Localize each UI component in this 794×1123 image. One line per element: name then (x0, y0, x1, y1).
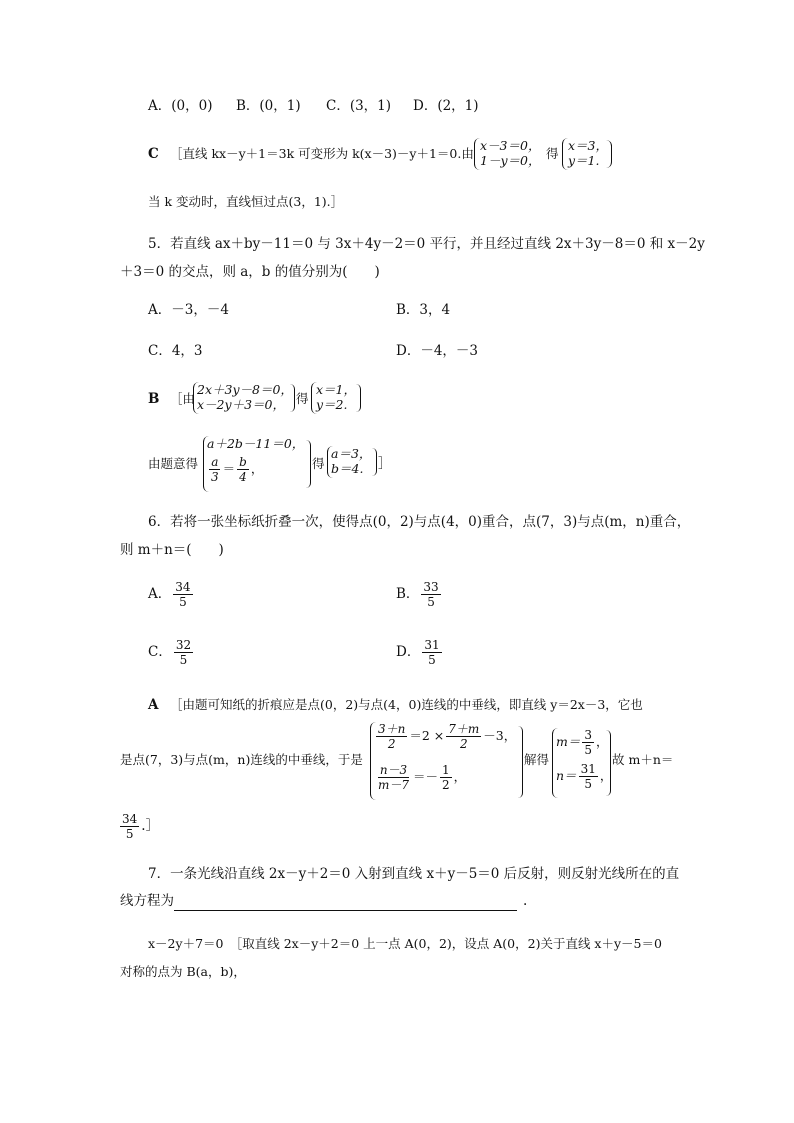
q5-sys4-close (372, 448, 377, 476)
q6-answer-letter: A (148, 697, 159, 713)
q6-e1-frac1-num: 3＋n (378, 722, 406, 736)
q5-eq2 (207, 455, 263, 484)
q6-m-comma: ， (596, 734, 609, 749)
q6-sys1-close (518, 726, 523, 798)
q4-option-a: A．(0，0) (148, 98, 213, 114)
q4-solution-line2: 当 k 变动时，直线恒过点(3，1).］ (148, 194, 344, 209)
q7-period: . (523, 893, 528, 909)
q6-n-num: 31 (580, 762, 596, 776)
q5-eq2-frac1-den: 3 (211, 470, 219, 484)
q6-option-d-num: 31 (424, 638, 440, 652)
q6-jiede: 解得 (524, 752, 550, 767)
q7-answer-line1: x－2y＋7＝0 ［取直线 2x－y＋2＝0 上一点 A(0，2)，设点 A(0，2)关于直线 x＋y－5＝0 (148, 936, 662, 951)
q6-sys1-eq2 (374, 763, 466, 792)
q6-e2-frac1-num: n－3 (379, 763, 408, 777)
q7-stem-line1: 7．一条光线沿直线 2x－y＋2＝0 入射到直线 x＋y－5＝0 后反射，则反射光线所在的直 (148, 866, 680, 882)
q4-option-c: C．(3，1) (326, 98, 392, 114)
q6-option-c-label: C． (148, 644, 172, 660)
q6-option-d-label: D． (396, 644, 421, 660)
q5-eq1: a＋2b－11＝0， (207, 436, 305, 451)
q6-option-b-num: 33 (423, 580, 439, 594)
q6-e2-frac2 (440, 763, 452, 792)
q5-option-d: D．－4，－3 (396, 343, 479, 359)
q4-close-brace (606, 140, 612, 168)
q6-e1-frac2-den: 2 (459, 737, 468, 751)
q5-sys2-eq1: x＝1， (316, 382, 357, 397)
q5-option-a: A．－3，－4 (148, 302, 229, 318)
q7-stem-line2 (120, 891, 527, 911)
q6-stem-line2: 则 m＋n＝( ) (120, 542, 224, 558)
q7-answer-line2: 对称的点为 B(a，b)， (120, 964, 246, 979)
q6-option-d-frac (422, 638, 441, 667)
q6-final-close: .］ (141, 818, 160, 834)
q5-eq2-frac1-num: a (211, 455, 219, 469)
q5-de: 得 (296, 391, 309, 406)
q6-option-b-label: B． (396, 586, 420, 602)
q6-sys2-m (556, 728, 609, 757)
q6-gu: 故 m＋n＝ (612, 752, 674, 767)
q6-final-frac (120, 812, 139, 841)
q6-e2-frac2-den: 2 (442, 778, 450, 792)
q6-n-comma: ， (599, 768, 613, 783)
q6-n-frac (579, 762, 598, 791)
q6-e2-mid: ＝－ (413, 769, 439, 784)
q4-option-d: D．(2，1) (413, 98, 479, 114)
q5-sys1 (197, 382, 293, 412)
q5-eq2-eq: ＝ (222, 461, 236, 476)
q6-e2-frac1 (376, 763, 411, 792)
q6-option-d-den: 5 (428, 653, 436, 667)
q6-e1-frac2 (446, 722, 481, 751)
q4-sys1-eq2: 1－y＝0， (480, 153, 541, 168)
q6-e1-end: －3， (483, 728, 517, 743)
q6-option-a-den: 5 (179, 595, 187, 609)
q6-stem-line1: 6．若将一张坐标纸折叠一次，使得点(0，2)与点(4，0)重合，点(7，3)与点(m，n)重合， (148, 514, 691, 530)
q6-m-eq: m＝ (556, 734, 581, 749)
q6-solution-line1: ［由题可知纸的折痕应是点(0，2)与点(4，0)连线的中垂线，即直线 y＝2x－3，它也 (170, 697, 643, 712)
q6-e1-frac2-num: 7＋m (448, 722, 480, 736)
q5-sys1-eq1: 2x＋3y－8＝0， (197, 382, 293, 397)
q5-answer-letter: B (148, 391, 160, 407)
q6-n-den: 5 (584, 777, 593, 791)
q6-option-c-den: 5 (179, 653, 188, 667)
q6-solution-line2-prefix: 是点(7，3)与点(m，n)连线的中垂线，于是 (120, 752, 363, 767)
q6-sys2-n (556, 762, 612, 791)
q5-sys2-eq2: y＝2. (316, 397, 348, 412)
q5-eq2-frac2 (237, 455, 249, 484)
q5-sys1-close (290, 384, 295, 412)
q5-sys3-close (306, 440, 311, 488)
q4-option-b: B．(0，1) (236, 98, 301, 114)
q5-sys4-eq1: a＝3， (331, 446, 372, 461)
q5-eq2-frac2-num: b (239, 455, 247, 469)
q5-option-c: C．4，3 (148, 343, 203, 359)
q6-option-b-frac (421, 580, 440, 609)
q6-e2-end: ， (453, 769, 467, 784)
q5-close: ］ (378, 456, 392, 472)
q7-answer-blank[interactable] (174, 894, 517, 911)
q6-option-b (396, 580, 443, 609)
q6-option-c (148, 638, 195, 667)
q6-final-den: 5 (125, 827, 134, 841)
q6-option-a-label: A． (148, 586, 172, 602)
q5-option-b: B．3，4 (396, 302, 451, 318)
q5-sys2 (316, 382, 356, 412)
q5-sys1-eq2: x－2y＋3＝0， (197, 397, 285, 412)
q4-sys1 (480, 138, 540, 168)
q5-eq2-frac1 (209, 455, 221, 484)
q5-solution-you: ［由 (170, 391, 196, 406)
q6-e1-frac1-den: 2 (387, 737, 396, 751)
q6-option-a-frac (173, 580, 192, 609)
q6-final-value (118, 812, 159, 841)
q6-option-a (148, 580, 195, 609)
q7-stem-line2-text: 线方程为 (120, 893, 174, 909)
q4-sys2-eq1: x＝3， (568, 138, 609, 153)
q6-e2-frac2-num: 1 (442, 763, 450, 777)
q4-answer-letter: C (148, 146, 159, 162)
q6-sys2-close (606, 730, 611, 796)
q4-de: 得 (546, 146, 559, 161)
q4-sys2-eq2: y＝1. (568, 153, 600, 168)
q5-eq2-end: ， (250, 461, 264, 476)
q5-de2: 得 (312, 456, 325, 471)
q6-e1-frac1 (376, 722, 407, 751)
q6-m-den: 5 (584, 743, 592, 757)
q5-eq2-frac2-den: 4 (239, 470, 247, 484)
q6-m-num: 3 (584, 728, 592, 742)
q6-m-frac (582, 728, 594, 757)
q4-sys1-eq1: x－3＝0， (480, 138, 541, 153)
q6-option-c-frac (174, 638, 193, 667)
q5-sys2-close (356, 384, 361, 412)
q5-line2-prefix: 由题意得 (148, 456, 199, 471)
q6-n-eq: n＝ (556, 768, 577, 783)
q5-stem-line2: ＋3＝0 的交点，则 a，b 的值分别为( ) (120, 264, 380, 280)
q4-sys2 (568, 138, 608, 168)
q5-sys4-eq2: b＝4. (331, 461, 364, 476)
q6-sys1-eq1 (374, 722, 516, 751)
q6-option-d (396, 638, 444, 667)
q6-e2-frac1-den: m－7 (378, 778, 410, 792)
q6-option-a-num: 34 (175, 580, 191, 594)
q6-option-c-num: 32 (175, 638, 192, 652)
q5-sys4 (331, 446, 371, 476)
q6-final-num: 34 (122, 812, 138, 826)
q4-solution-line1: ［直线 kx－y＋1＝3k 可变形为 k(x－3)－y＋1＝0.由 (170, 146, 474, 161)
q5-stem-line1: 5．若直线 ax＋by－11＝0 与 3x＋4y－2＝0 平行，并且经过直线 2x＋3y－8＝0 和 x－2y (148, 236, 705, 252)
q6-e1-mid: ＝2 × (409, 728, 445, 743)
q6-option-b-den: 5 (427, 595, 435, 609)
